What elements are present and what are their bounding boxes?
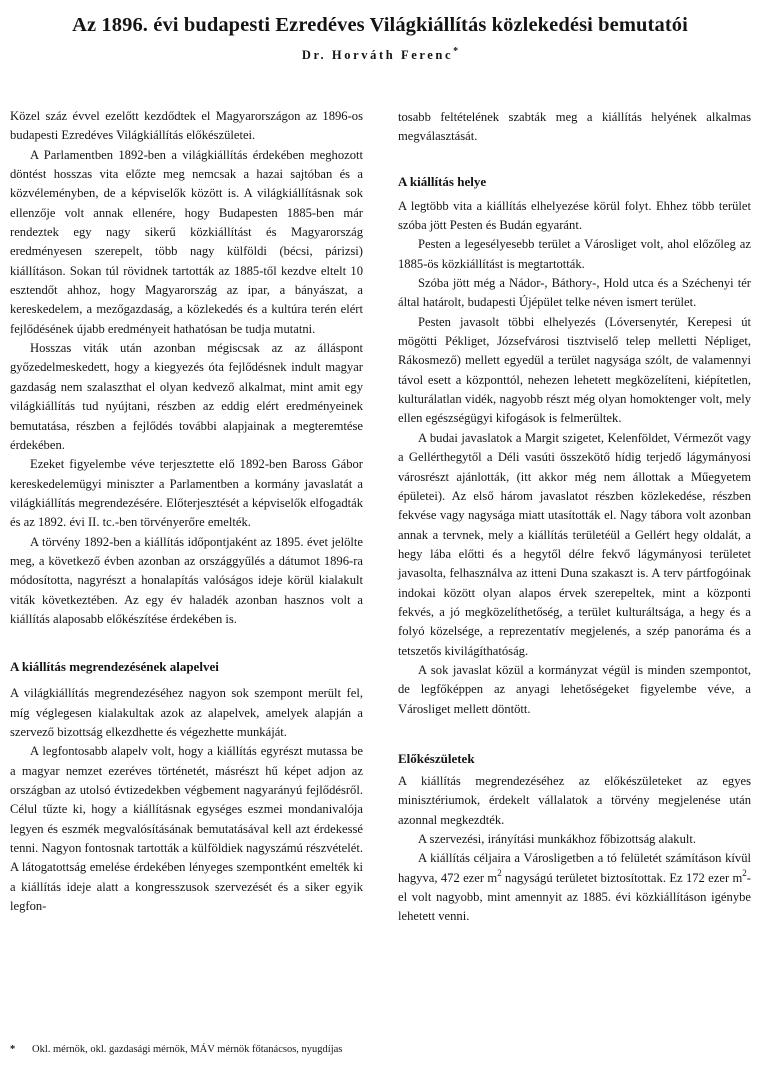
text-run: nagyságú területet biztosítottak. Ez 172 ezer m [501,870,743,885]
footnote-mark: * [10,1044,16,1055]
paragraph: Közel száz évvel ezelőtt kezdődtek el Magyarországon az 1896-os budapesti Ezredéves Világkiállítás előkészületei. [10,109,363,143]
text-run: -el volt nagyobb, mint amennyit az 1885. évi közkiállításon igénybe lehetett venni. [398,870,751,924]
paragraph: A sok javaslat közül a kormányzat végül is minden szempontot, de legfőképpen az anyagi lehetőségeket figyelembe véve, a Városliget mellett döntött. [398,662,751,716]
article-title: Az 1896. évi budapesti Ezredéves Világkiállítás közlekedési bemutatói [72,14,688,36]
paragraph: Pesten a legesélyesebb terület a Városliget volt, ahol előzőleg az 1885-ös közkiállítást is megtartották. [398,237,751,271]
author-line [0,46,760,63]
paragraph: Hosszas viták után azonban mégiscsak az az álláspont győzedelmeskedett, hogy a kiegyezés óta fejlődésnek indult magyar gazdaság nem szalaszthat el olyan kedvező alkalmat, mint amit egy világkiállítás tud nyújtani, részben az eddig elért eredményeinek bemutatása, részben a fejlődés további alapjainak a megteremtése érdekében. [10,341,363,452]
author-name: Dr. Horváth Ferenc [301,48,454,62]
section-heading: A kiállítás megrendezésének alapelvei [10,659,219,675]
paragraph: A világkiállítás megrendezéséhez nagyon sok szempont merült fel, míg véglegesen kialakultak azok az alapelvek, amelyek alapján a szervező bizottság elkezdhette és végezhette munkáját. [10,686,363,739]
paragraph: Pesten javasolt többi elhelyezés (Lóversenytér, Kerepesi út mögötti Pékliget, Józsefvárosi tisztviselő telep melletti Népliget, Rákosmező) mellett egyedül a terület nagysága szólt, de valamennyi távol esett a központtól, nehezen lehetett megközelíteni, kiépítetlen, kulturálatlan vidék, nagyobb részt még olyan homoktenger volt, mely ellen egészségügyi kifogások is felmerültek. [398,314,751,426]
left-column [10,107,363,916]
paragraph: A budai javaslatok a Margit szigetet, Kelenföldet, Vérmezőt vagy a Gellérthegytől a Déli vasúti összekötő hídig terjedő lágymányosi városrészt ajánlották, (itt akkor még nem állottak a Műegyetem épületei). Az első három javaslatot részben közlekedése, részben fekvése vagy nagysága miatt utasították el. Nagy tábora volt azonban annak a tervnek, mely a kiállítás területéül a Gellért hegy oldalát, a hegy lába előtti és a hegytől délre fekvő lágymányosi területet javasolta, felhasználva az itteni Duna szakaszt is. A terv pártfogóinak indokai között olyan alapos érvek szerepeltek, mint a központi fekvés, a jó megközelíthetőség, a terület kulturáltsága, a hegy és a folyó közelsége, a reprezentatív megjelenés, a szép panoráma és a tetszetős kivilágíthatóság. [398,430,751,658]
paragraph: A szervezési, irányítási munkákhoz főbizottság alakult. [418,832,697,846]
paragraph: A legfontosabb alapelv volt, hogy a kiállítás egyrészt mutassa be a magyar nemzet ezeréves történetét, másrészt hű képet adjon az országban az utolsó évtizedekben végbement nagyarányú fejlődésről. Célul tűzte ki, hogy a kiállításnak egységes eszmei mondanivalója legyen és eszmék megvalósításának bemutatásával kell azt érdekessé tenni. Nagyon fontosnak tartották a külföldiek nagyszámú részvételét. A látogatottság emelése érdekében lényeges szempontként emelték ki a kiállítás ideje alatt a kongresszusok szervezését és a siker egyik legfon- [10,744,363,914]
paragraph: A Parlamentben 1892-ben a világkiállítás érdekében meghozott döntést hosszas vita előzte meg nemcsak a hazai sajtóban és a közvéleményben, de a képviselők között is. A világkiállításnak sok ellenzője volt annak ellenére, hogy Budapesten 1885-ben már rendeztek egy nagy sikerű közkiállítást és Magyarország eredményesen szerepelt, több nagy külföldi (bécsi, párizsi) kiállításon. Sokan túl rövidnek tartották az 1885-től kezdve eltelt 10 esztendőt ahhoz, hogy Magyarország az ipar, a bányászat, a kereskedelem, a mezőgazdaság, a közlekedés és a kultúra terén elért fejlődésének újabb eredményeit hathatósan be tudja mutatni. [10,147,363,336]
section-heading: A kiállítás helye [398,173,487,189]
paragraph [398,849,751,926]
superscript: 2 [742,867,747,878]
paragraph: A kiállítás megrendezéséhez az előkészületeket az egyes minisztériumok, érdekelt vállalatok a törvény megjelenése után azonnal megkezdték. [398,773,751,827]
section-heading: Előkészületek [398,750,475,766]
text-run: A kiállítás céljaira a Városligetben a tó felületét számításon kívül hagyva, 472 ezer m [398,851,751,885]
paragraph: A legtöbb vita a kiállítás elhelyezése körül folyt. Ehhez több terület szóba jött Pesten és Budán egyaránt. [398,198,751,233]
paragraph: A törvény 1892-ben a kiállítás időpontjaként az 1895. évet jelölte meg, a következő évben azonban az országgyűlés a dátumot 1896-ra módosította, nagyrészt a honalapítás valóságos ideje körül kialakult viták következtében. Az egy év haladék azonban hasznos volt a kiállítás alaposabb előkészítése érdekében is. [10,534,363,626]
right-column [398,108,751,927]
superscript: 2 [497,867,502,878]
paragraph: Ezeket figyelembe véve terjesztette elő 1892-ben Baross Gábor kereskedelemügyi miniszter a Parlamentben a kormány javaslatát a világkiállítás megrendezésére. Előterjesztését a képviselők elfogadták és az 1892. évi II. tc.-ben törvényerőre emelték. [10,457,363,530]
paragraph: Szóba jött még a Nádor-, Báthory-, Hold utca és a Széchenyi tér által határolt, budapesti Újépület telke néven ismert terület. [398,276,751,310]
footnote-text: Okl. mérnök, okl. gazdasági mérnök, MÁV mérnök főtanácsos, nyugdíjas [32,1044,343,1055]
footnote [10,1043,750,1057]
paragraph: tosabb feltételének szabták meg a kiállítás helyének alkalmas megválasztását. [398,110,751,144]
author-footnote-mark: * [453,46,459,57]
